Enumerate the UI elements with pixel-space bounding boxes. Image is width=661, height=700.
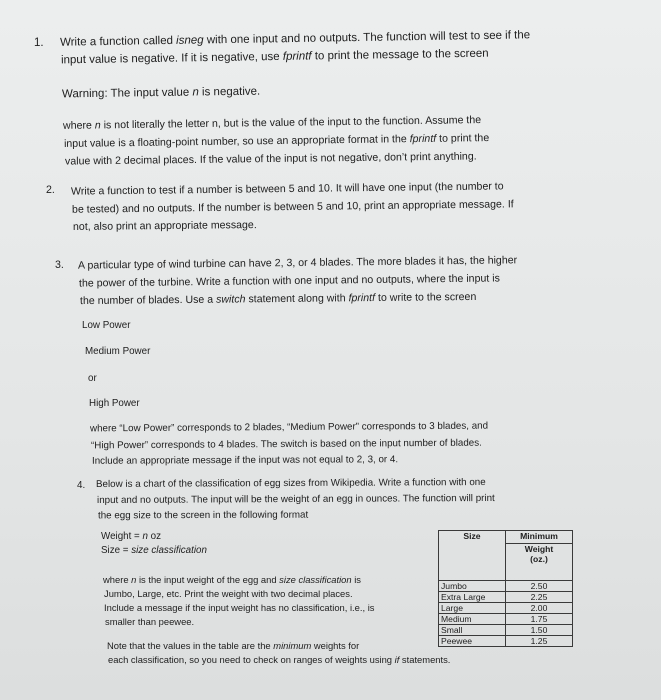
- q1-number: 1.: [34, 37, 44, 49]
- q4-where-line3: Include a message if the input weight has no classification, i.e., is: [104, 602, 375, 613]
- table-row: [439, 625, 573, 636]
- q2-line3: not, also print an appropriate message.: [72, 219, 257, 233]
- table-cell-min-weight: 2.50: [506, 581, 573, 592]
- table-row: [439, 614, 573, 625]
- table-cell-size: Large: [439, 603, 506, 614]
- q4-where-line4: smaller than peewee.: [105, 616, 195, 627]
- table-cell-min-weight: 1.75: [506, 614, 573, 625]
- q3-line2: the power of the turbine. Write a function with one input and no outputs, where the input is: [78, 272, 500, 290]
- q2-line1: Write a function to test if a number is between 5 and 10. It will have one input (the number to: [70, 180, 504, 198]
- q1-line1: Write a function called isneg with one input and no outputs. The function will test to see if the: [59, 29, 531, 49]
- q3-or: or: [88, 373, 97, 384]
- q4-where-line2: Jumbo, Large, etc. Print the weight with two decimal places.: [104, 588, 353, 599]
- q4-line2: input and no outputs. The input will be the weight of an egg in ounces. The function will print: [96, 492, 495, 507]
- table-cell-size: Jumbo: [439, 581, 506, 592]
- table-header-weight-unit: Weight (oz.): [506, 544, 573, 581]
- table-row: [439, 636, 573, 647]
- table-row: [439, 581, 573, 592]
- q4-number: 4.: [77, 480, 86, 491]
- q4-note-line2: each classification, so you need to check on ranges of weights using if statements.: [108, 654, 451, 665]
- q3-medium-power: Medium Power: [85, 346, 151, 357]
- table-row: [439, 603, 573, 614]
- q1-line5: input value is a floating-point number, so use an appropriate format in the fprintf to print the: [63, 132, 490, 150]
- q1-warning: Warning: The input value n is negative.: [61, 85, 261, 101]
- q4-format-size: Size = size classification: [101, 545, 207, 556]
- q1-line4: where n is not literally the letter n, but is the value of the input to the function. Assume the: [62, 114, 482, 132]
- q2-number: 2.: [46, 184, 55, 196]
- table-cell-min-weight: 2.25: [506, 592, 573, 603]
- table-cell-size: Peewee: [439, 636, 506, 647]
- table-cell-min-weight: 1.50: [506, 625, 573, 636]
- egg-size-table: [438, 530, 573, 647]
- q4-where-line1: where n is the input weight of the egg and size classification is: [103, 574, 361, 585]
- q3-high-power: High Power: [89, 398, 140, 409]
- q4-line3: the egg size to the screen in the following format: [97, 509, 309, 522]
- q3-line1: A particular type of wind turbine can have 2, 3, or 4 blades. The more blades it has, the higher: [77, 254, 518, 272]
- q1-line2: input value is negative. If it is negative, use fprintf to print the message to the screen: [60, 47, 489, 67]
- q3-low-power: Low Power: [82, 320, 131, 331]
- q2-line2: be tested) and no outputs. If the number is between 5 and 10, print an appropriate message. If: [71, 198, 514, 216]
- table-cell-min-weight: 1.25: [506, 636, 573, 647]
- table-cell-size: Extra Large: [439, 592, 506, 603]
- table-header-minimum: Minimum: [506, 531, 573, 544]
- q3-note1: where “Low Power” corresponds to 2 blades, “Medium Power” corresponds to 3 blades, and: [89, 420, 489, 435]
- q4-format-weight: Weight = n oz: [101, 531, 162, 542]
- table-cell-min-weight: 2.00: [506, 603, 573, 614]
- q1-line6: value with 2 decimal places. If the value of the input is not negative, don’t print anything.: [64, 150, 477, 168]
- table-row: [439, 592, 573, 603]
- q3-note2: “High Power” corresponds to 4 blades. The switch is based on the input number of blades.: [90, 437, 482, 452]
- q4-note-line1: Note that the values in the table are the minimum weights for: [107, 640, 360, 651]
- q4-line1: Below is a chart of the classification of egg sizes from Wikipedia. Write a function with one: [95, 476, 486, 491]
- table-header-size: Size: [439, 531, 506, 581]
- q3-number: 3.: [55, 259, 64, 271]
- q3-line3: the number of blades. Use a switch statement along with fprintf to write to the screen: [79, 290, 477, 308]
- table-cell-size: Small: [439, 625, 506, 636]
- q3-note3: Include an appropriate message if the input was not equal to 2, 3, or 4.: [91, 454, 399, 467]
- table-cell-size: Medium: [439, 614, 506, 625]
